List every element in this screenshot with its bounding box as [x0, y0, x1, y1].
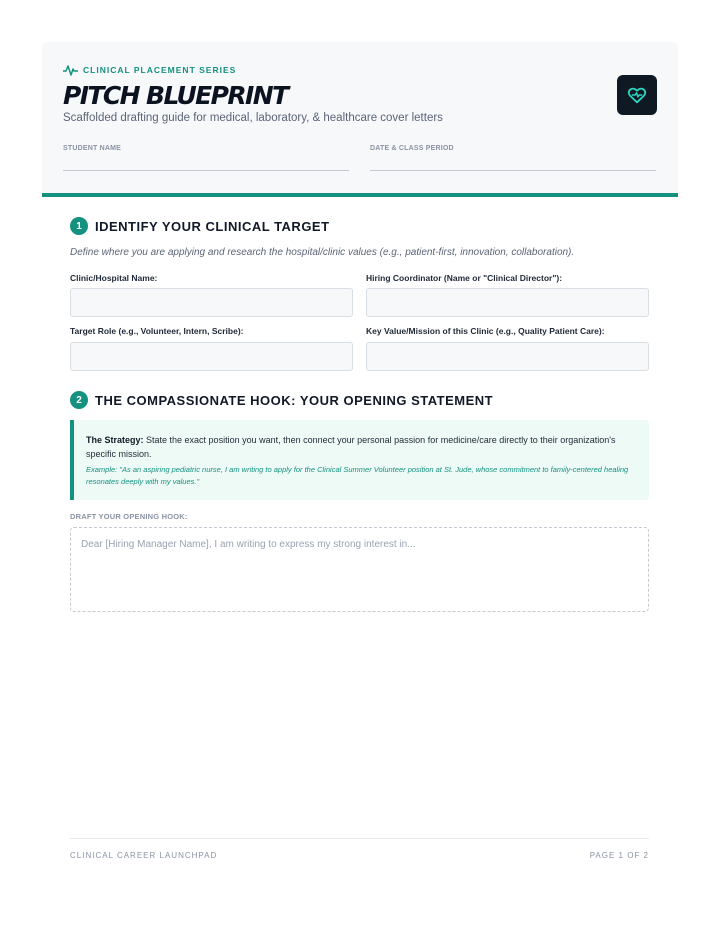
student-name-field[interactable] — [63, 170, 349, 171]
strategy-body: State the exact position you want, then connect your personal passion for medicine/care directly to their organization's specific mission. — [86, 435, 616, 459]
draft-hook-textarea[interactable] — [70, 527, 649, 612]
series-tag — [63, 63, 236, 77]
key-value-input[interactable] — [366, 342, 649, 371]
worksheet-page — [42, 42, 678, 892]
section-2-header — [70, 391, 493, 409]
section-1-header — [70, 217, 330, 235]
section-1-title: IDENTIFY YOUR CLINICAL TARGET — [95, 218, 330, 234]
section-2-title: THE COMPASSIONATE HOOK: YOUR OPENING STATEMENT — [95, 392, 494, 408]
section-1-intro: Define where you are applying and research the hospital/clinic values (e.g., patient-first, innovation, collaboration). — [70, 247, 575, 258]
page-number: PAGE 1 OF 2 — [589, 851, 649, 860]
draft-hook-label: DRAFT YOUR OPENING HOOK: — [70, 512, 188, 521]
draft-hook-placeholder: Dear [Hiring Manager Name], I am writing to express my strong interest in... — [81, 539, 416, 550]
target-role-input[interactable] — [70, 342, 353, 371]
section-2-number: 2 — [70, 391, 88, 409]
hiring-coordinator-label: Hiring Coordinator (Name or "Clinical Director"): — [366, 273, 563, 283]
header — [42, 42, 678, 197]
student-name-label: STUDENT NAME — [63, 145, 122, 152]
heart-pulse-icon — [626, 84, 648, 106]
page-title: PITCH BLUEPRINT — [63, 81, 288, 110]
pulse-icon — [63, 63, 78, 77]
clinic-name-label: Clinic/Hospital Name: — [70, 273, 158, 283]
date-field[interactable] — [370, 170, 656, 171]
series-label: CLINICAL PLACEMENT SERIES — [83, 65, 237, 75]
strategy-label: The Strategy: — [86, 435, 144, 445]
section-1-number: 1 — [70, 217, 88, 235]
page-subtitle: Scaffolded drafting guide for medical, laboratory, & healthcare cover letters — [63, 112, 443, 124]
clinic-name-input[interactable] — [70, 288, 353, 317]
strategy-example: Example: "As an aspiring pediatric nurse, I am writing to apply for the Clinical Summer Volunteer position at St. Jude, whose commitment to family-centered healing resonates deeply with my values." — [86, 465, 629, 486]
strategy-callout — [70, 420, 649, 500]
footer-brand: CLINICAL CAREER LAUNCHPAD — [70, 851, 218, 860]
strategy-text — [86, 433, 635, 461]
logo — [617, 75, 657, 115]
footer-divider — [70, 838, 649, 839]
date-label: DATE & CLASS PERIOD — [370, 145, 454, 152]
target-role-label: Target Role (e.g., Volunteer, Intern, Scribe): — [70, 326, 244, 336]
hiring-coordinator-input[interactable] — [366, 288, 649, 317]
key-value-label: Key Value/Mission of this Clinic (e.g., Quality Patient Care): — [366, 326, 605, 336]
